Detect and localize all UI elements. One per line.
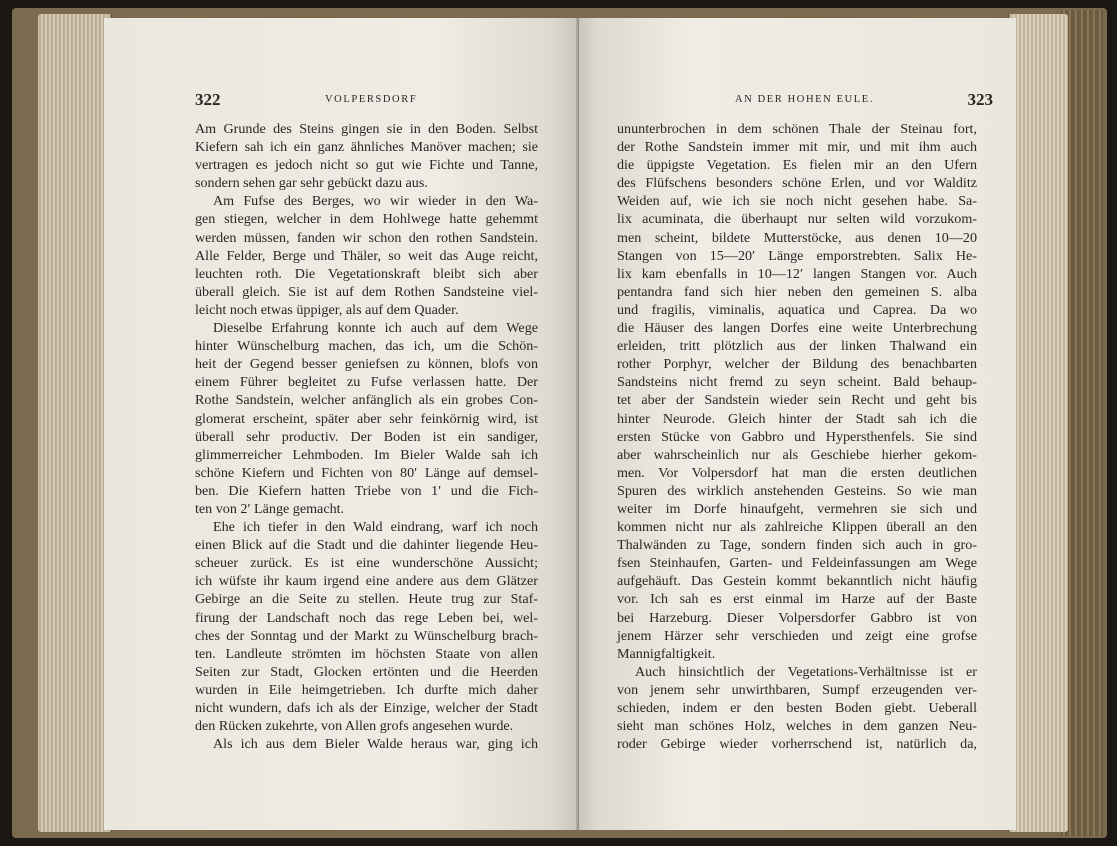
text-line: glomerat erscheint, später aber sehr feinkörnig wird, ist	[195, 410, 538, 427]
text-line: sondern sehen gar sehr gebückt dazu aus.	[195, 175, 428, 192]
text-line: aber wahrscheinlich nur als Geschiebe hierher gekom-	[617, 446, 977, 463]
text-line: einem Führer begleitet zu Fufse verlassen hatte. Der	[195, 374, 538, 391]
text-line: und fragilis, viminalis, aquatica und Caprea. Da wo	[617, 301, 977, 318]
text-line: Auch hinsichtlich der Vegetations-Verhältnisse ist er	[635, 663, 977, 680]
left-page	[104, 18, 579, 830]
text-line: fsen Steinhaufen, Garten- und Feldeinfassungen am Wege	[617, 555, 977, 572]
text-line: pentandra fand sich hier neben den gemeinen S. alba	[617, 283, 977, 300]
text-line: Thalwänden zu Tage, sondern finden sich auch in gro-	[617, 537, 977, 554]
text-line: leuchten roth. Die Vegetationskraft bleibt sich aber	[195, 265, 538, 282]
text-line: ten. Landleute strömten im höchsten Staate von allen	[195, 645, 538, 662]
text-line: lix acuminata, die überhaupt nur selten wild vorzukom-	[617, 211, 977, 228]
text-line: lix kam ebenfalls in 10—12′ langen Stangen vor. Auch	[617, 265, 977, 282]
text-line: ersten Stücke von Gabbro und Hypersthenfels. Sie sind	[617, 428, 977, 445]
text-line: Seiten zur Stadt, Glocken ertönten und die Heerden	[195, 663, 538, 680]
text-line: einen Blick auf die Stadt und die dahinter liegende Heu-	[195, 537, 538, 554]
text-line: Weiden auf, wie ich sie noch nicht gesehen habe. Sa-	[617, 193, 977, 210]
text-line: Alle Felder, Berge und Thäler, so weit das Auge reicht,	[195, 247, 538, 264]
text-line: ten von 2′ Länge gemacht.	[195, 500, 345, 517]
text-line: ben. Die Kiefern hatten Triebe von 1′ und die Fich-	[195, 482, 538, 499]
page-number: 322	[195, 90, 221, 109]
text-line: gen stiegen, welcher in dem Hohlwege hatte gehemmt	[195, 211, 538, 228]
text-line: sieht man schönes Holz, welches in dem ganzen Neu-	[617, 718, 977, 735]
text-line: men scheint, bildete Mutterstöcke, aus denen 10—20	[617, 229, 977, 246]
text-line: des Flüfschens besonders schöne Erlen, und vor Walditz	[617, 175, 977, 192]
text-line: glimmerreicher Lehmboden. Im Bieler Walde sah ich	[195, 446, 538, 463]
text-line: überall sehr productiv. Der Boden ist ein sandiger,	[195, 428, 538, 445]
running-head: VOLPERSDORF	[325, 94, 418, 105]
text-line: Gebirge an die Seite zu stellen. Heute trug zur Staf-	[195, 591, 538, 608]
text-line: Spuren des wirklich anstehenden Gesteins. So wie man	[617, 482, 977, 499]
text-line: Kiefern sah ich ein ganz ähnliches Manöver machen; sie	[195, 139, 538, 156]
left-page-header	[195, 90, 541, 112]
text-line: rother Porphyr, welcher der Bildung des benachbarten	[617, 356, 977, 373]
text-line: schieden, indem er den besten Boden giebt. Ueberall	[617, 700, 977, 716]
text-line: die Häuser des langen Dorfes eine weite Unterbrechung	[617, 320, 977, 337]
text-line: kommen nicht nur als zahlreiche Klippen überall an den	[617, 519, 977, 536]
text-line: vor. Ich sah es erst einmal im Harze auf der Baste	[617, 591, 977, 608]
page-number: 323	[967, 90, 993, 109]
right-page-body	[617, 120, 977, 753]
text-line: Stangen von 15—20′ Länge emporstrebten. Salix He-	[617, 247, 977, 264]
text-line: Sandsteins nicht fremd zu seyn scheint. Bald behaup-	[617, 374, 977, 391]
running-head: AN DER HOHEN EULE.	[735, 94, 875, 105]
text-line: schöne Kiefern und Fichten von 80′ Länge auf demsel-	[195, 464, 538, 481]
text-line: überall gleich. Sie ist auf dem Rothen Sandsteine viel-	[195, 283, 538, 300]
text-line: ich wüfste ihr kaum irgend eine andere aus dem Glätzer	[195, 573, 538, 590]
text-line: nicht wundern, dafs ich als der Einzige, welcher der Stadt	[195, 700, 538, 716]
text-line: Als ich aus dem Bieler Walde heraus war, ging ich	[213, 736, 538, 753]
text-line: leicht noch etwas üppiger, als auf dem Quader.	[195, 301, 459, 318]
text-line: hinter Neurode. Gleich hinter der Stadt sah ich die	[617, 410, 977, 427]
page-edges-left	[38, 14, 110, 832]
text-line: ununterbrochen in dem schönen Thale der Steinau fort,	[617, 121, 977, 137]
text-line: werden müssen, fanden wir schon den rothen Sandstein.	[195, 229, 538, 246]
text-line: vertragen es jedoch nicht so gut wie Fichte und Tanne,	[195, 157, 538, 174]
text-line: aufgehäuft. Das Gestein kommt bekanntlich nicht häufig	[617, 573, 977, 590]
text-line: Ehe ich tiefer in den Wald eindrang, warf ich noch	[213, 519, 538, 536]
page-edges-right	[1010, 14, 1068, 832]
text-line: scheuer zurück. Es ist eine wunderschöne Aussicht;	[195, 555, 538, 572]
text-line: Dieselbe Erfahrung konnte ich auch auf dem Wege	[213, 320, 538, 337]
text-line: Am Grunde des Steins gingen sie in den Boden. Selbst	[195, 121, 538, 137]
text-line: den Rücken zukehrte, von Allen grofs angesehen wurde.	[195, 718, 514, 735]
text-line: firung der Landschaft noch das rege Leben bei, wel-	[195, 609, 538, 626]
text-line: Mannigfaltigkeit.	[617, 645, 716, 662]
right-page	[579, 18, 1016, 830]
text-line: die üppigste Vegetation. Es fielen mir an den Ufern	[617, 157, 977, 174]
text-line: bei Harzeburg. Dieser Volpersdorfer Gabbro ist von	[617, 609, 977, 626]
text-line: ches der Sonntag und der Markt zu Wünschelburg brach-	[195, 627, 538, 644]
text-line: wurden in Eile heimgetrieben. Ich durfte mich daher	[195, 681, 538, 698]
text-line: men. Vor Volpersdorf hat man die ersten deutlichen	[617, 464, 977, 481]
left-page-body	[195, 120, 538, 753]
text-line: jenem Härzer sehr verschieden und zeigt eine grofse	[617, 627, 977, 644]
text-line: Am Fufse des Berges, wo wir wieder in den Wa-	[213, 193, 538, 210]
text-line: der Rothe Sandstein immer mit mir, und mit ihm auch	[617, 139, 977, 156]
text-line: weiter im Dorfe hinaufgeht, vermehren sie sich und	[617, 500, 977, 517]
text-line: tet aber der Sandstein wieder sein Recht und geht bis	[617, 392, 977, 409]
text-line: hinter Wünschelburg machen, das ich, um die Schön-	[195, 338, 538, 355]
text-line: heit der Gegend besser geniefsen zu können, blofs von	[195, 356, 538, 373]
text-line: von jenem sehr unwirthbaren, Sumpf erzeugenden ver-	[617, 681, 977, 698]
text-line: Rothe Sandstein, welcher anfänglich als ein grobes Con-	[195, 392, 538, 409]
text-line: erleiden, tritt plötzlich aus der linken Thalwand ein	[617, 338, 977, 355]
right-page-header	[617, 90, 993, 112]
text-line: roder Gebirge wieder vorherrschend ist, natürlich da,	[617, 736, 977, 753]
